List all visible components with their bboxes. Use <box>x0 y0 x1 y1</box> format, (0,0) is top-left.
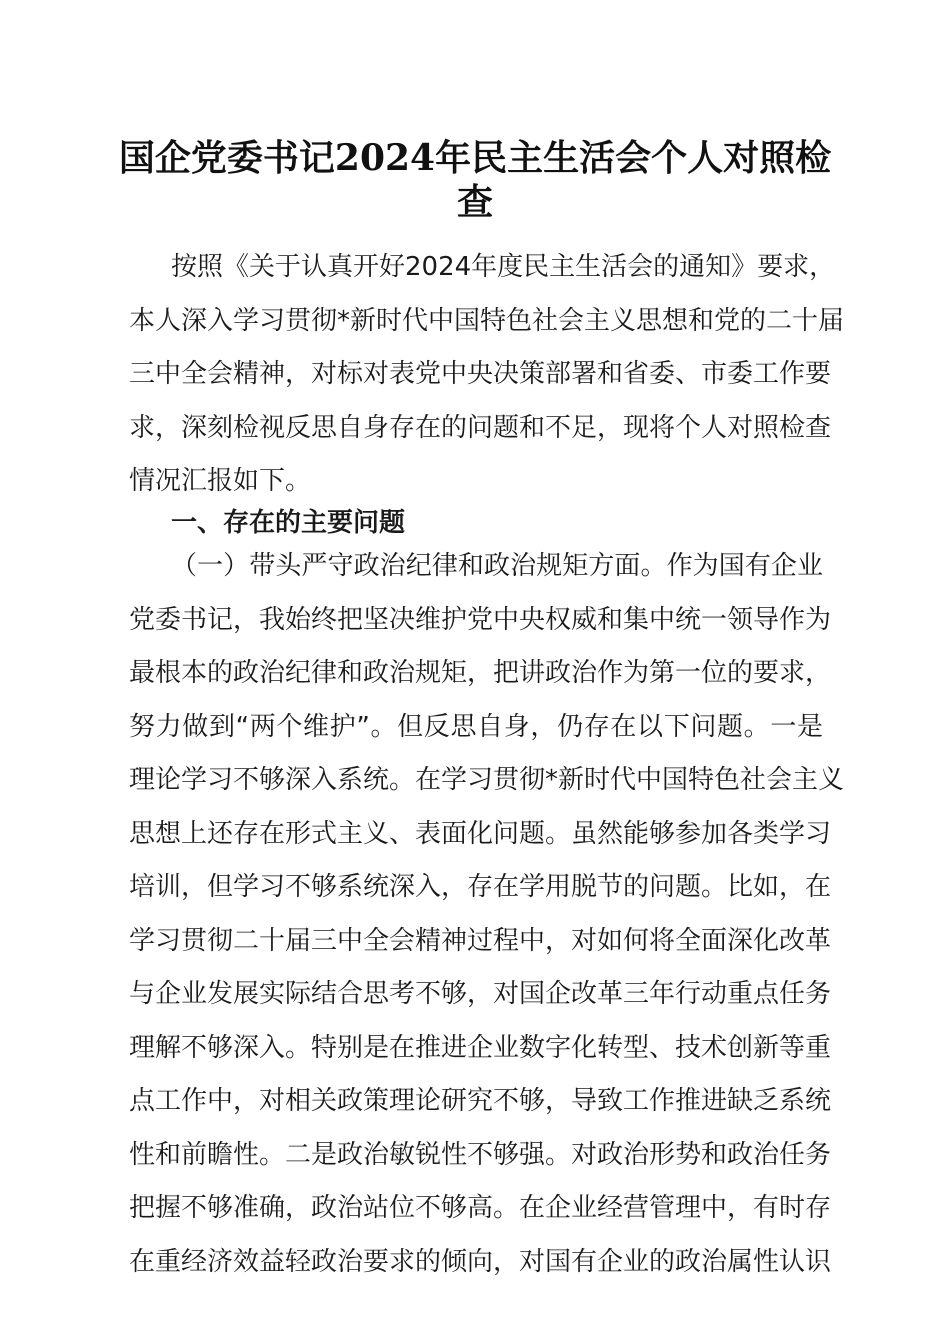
paragraph-line: 求，深刻检视反思自身存在的问题和不足，现将个人对照检查 <box>129 412 832 443</box>
paragraph-line: 在重经济效益轻政治要求的倾向，对国有企业的政治属性认识 <box>129 1246 832 1277</box>
paragraph-line: 三中全会精神，对标对表党中央决策部署和省委、市委工作要 <box>129 359 832 389</box>
paragraph-line: 思想上还存在形式主义、表面化问题。虽然能够参加各类学习 <box>129 818 832 849</box>
paragraph-line: 与企业发展实际结合思考不够，对国企改革三年行动重点任务 <box>129 979 832 1009</box>
paragraph-line: 最根本的政治纪律和政治规矩，把讲政治作为第一位的要求， <box>129 658 832 688</box>
paragraph-line: 努力做到“两个维护”。但反思自身，仍存在以下问题。一是 <box>129 711 823 742</box>
paragraph-line: 理解不够深入。特别是在推进企业数字化转型、技术创新等重 <box>129 1032 832 1063</box>
title-line-1: 国企党委书记2024年民主生活会个人对照检 <box>118 137 832 179</box>
document-title <box>55 136 895 224</box>
paragraph-line: 培训，但学习不够系统深入，存在学用脱节的问题。比如，在 <box>129 872 832 902</box>
intro-paragraph <box>129 241 845 509</box>
paragraph-line: 点工作中，对相关政策理论研究不够，导致工作推进缺乏系统 <box>129 1086 832 1116</box>
paragraph-line: 学习贯彻二十届三中全会精神过程中，对如何将全面深化改革 <box>129 925 832 956</box>
paragraph-line: 党委书记，我始终把坚决维护党中央权威和集中统一领导作为 <box>129 604 832 635</box>
paragraph-line: 性和前瞻性。二是政治敏锐性不够强。对政治形势和政治任务 <box>129 1139 832 1170</box>
title-line-2: 查 <box>456 181 493 223</box>
paragraph-line: 按照《关于认真开好2024年度民主生活会的通知》要求， <box>171 252 836 282</box>
paragraph-line: 把握不够准确，政治站位不够高。在企业经营管理中，有时存 <box>129 1193 832 1223</box>
problem-paragraph <box>129 540 845 1289</box>
paragraph-line: （一）带头严守政治纪律和政治规矩方面。作为国有企业 <box>171 551 823 581</box>
paragraph-line: 本人深入学习贯彻*新时代中国特色社会主义思想和党的二十届 <box>129 305 845 336</box>
paragraph-line: 理论学习不够深入系统。在学习贯彻*新时代中国特色社会主义 <box>129 765 845 795</box>
section-heading <box>129 509 823 538</box>
section-heading-text: 一、存在的主要问题 <box>171 508 406 538</box>
paragraph-line: 情况汇报如下。 <box>129 466 312 496</box>
